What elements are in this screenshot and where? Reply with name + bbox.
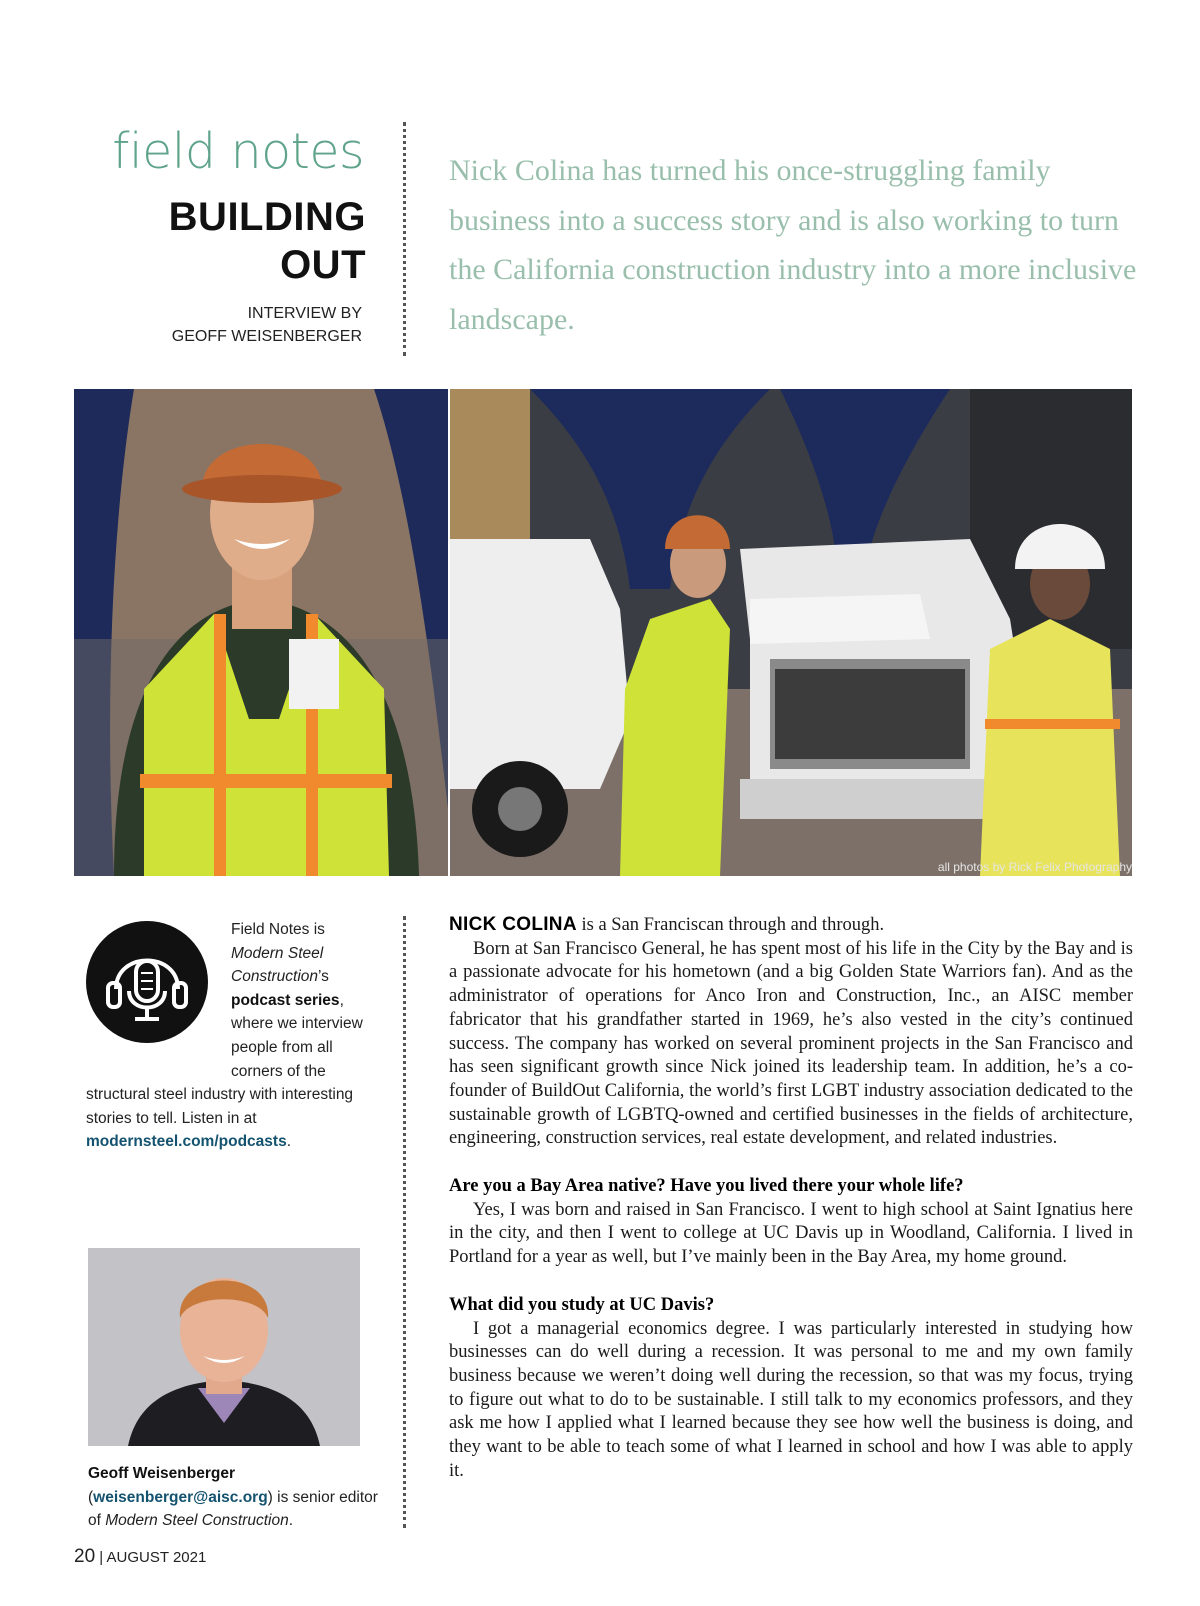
podcast-text-part: ’s [318,968,329,986]
title-line-1: BUILDING [168,195,366,239]
footer-separator: | [95,1549,107,1566]
lead-name: NICK COLINA [449,914,577,935]
column-divider [403,916,406,1528]
interview-question: What did you study at UC Davis? [449,1294,715,1315]
publication-name: Modern Steel Construction [231,944,324,986]
page-footer [74,1546,206,1568]
byline-line-1: INTERVIEW BY [247,305,362,322]
podcast-sidebar-text [86,918,376,1154]
podcast-series-label: podcast series [231,991,340,1009]
article-deck: Nick Colina has turned his once-struggling family business into a success story and is also working to turn the California construction industry into a more inclusive landscape. [449,154,1137,336]
body-paragraph: Born at San Francisco General, he has spent most of his life in the City by the Bay and is a passionate advocate for his hometown (and a big Golden State Warriors fan). And as the administrator of operations for Anco Iron and Construction, Inc., an AISC member fabricator that his grandfather started in 1969, he’s also vested in the city’s continued success. The company has worked on several prominent projects in the San Francisco and has seen significant growth since Nick joined its leadership team. In addition, he’s a co-founder of BuildOut California, the world’s first LGBT industry association dedicated to the sustainable growth of LGBTQ-owned and certified businesses in the fields of architecture, engineering, construction services, real estate development, and related industries. [449,938,1133,1149]
podcast-text-part: . [286,1133,292,1151]
author-bio-part: . [288,1512,294,1530]
photo-credit: all photos by Rick Felix Photography [937,860,1132,874]
section-label: field notes [112,123,364,180]
article-body [449,913,1133,1483]
lead-paragraph [449,913,1133,938]
author-bio-part: ( [88,1488,94,1506]
byline-line-2: GEOFF WEISENBERGER [171,328,362,345]
podcast-text-part: Field Notes is [231,921,325,938]
publication-name: Modern Steel Construction [105,1512,289,1530]
author-photo [88,1248,360,1446]
podcasts-link[interactable]: modernsteel.com/podcasts [86,1133,287,1151]
title-line-2: OUT [280,243,366,287]
byline [100,302,362,348]
jobsite-photo-illustration [450,389,1132,876]
portrait-photo [74,389,448,876]
jobsite-photo [450,389,1132,876]
podcast-text-part: , where we interview people from all corners of the structural steel industry with interesting stories to tell. Listen in at [86,991,363,1127]
author-photo-illustration [88,1248,360,1446]
article-title [100,193,366,289]
author-bio-part: ) is senior editor of [88,1488,378,1530]
interview-answer: I got a managerial economics degree. I was particularly interested in studying how businesses can do well during a recession. It was personal to me and my own family business because we weren’t doing well during the recession, so that was my focus, trying to figure out what to do to be sustainable. I still talk to my economics professors, and they ask me how I applied what I learned because they see how well the business is doing, and they want to be able to teach some of what I learned in school and how I was able to apply it. [449,1318,1133,1481]
header-divider [403,122,406,356]
interview-answer: Yes, I was born and raised in San Francisco. I went to high school at Saint Ignatius here in the city, and then I went to college at UC Davis up in Woodland, California. I lived in Portland for a year as well, but I’ve mainly been in the Bay Area, my home ground. [449,1199,1133,1268]
author-email-link[interactable]: weisenberger@aisc.org [93,1488,268,1506]
author-name: Geoff Weisenberger [88,1465,236,1482]
author-bio [88,1462,378,1533]
lead-text: is a San Franciscan through and through. [576,915,885,935]
issue-date: AUGUST 2021 [106,1549,207,1566]
portrait-photo-illustration [74,389,448,876]
page-number: 20 [74,1546,96,1567]
interview-question: Are you a Bay Area native? Have you lived there your whole life? [449,1176,964,1197]
